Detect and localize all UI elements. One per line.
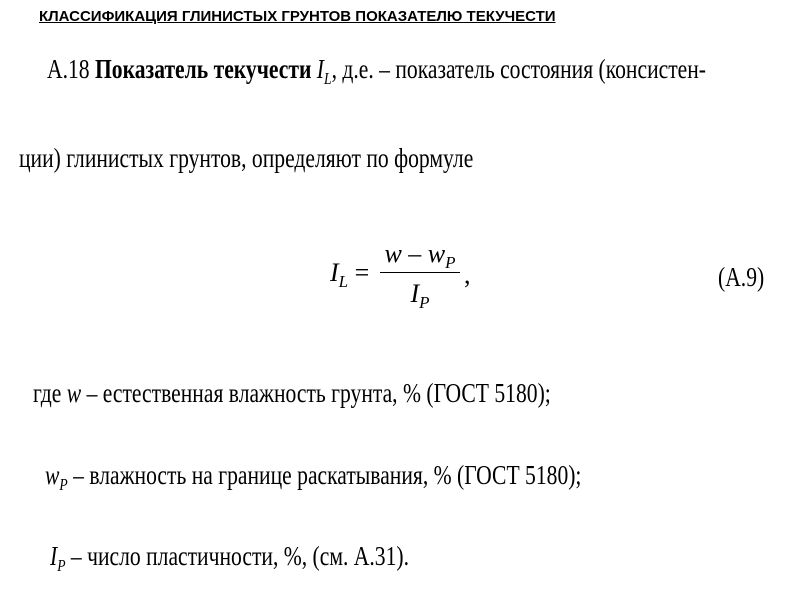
- clause-line-1-text: , д.е. – показатель состояния (консистен-: [331, 54, 706, 84]
- definition-text: – число пластичности, %, (см. А.31).: [65, 541, 409, 571]
- formula-lhs-symbol: I: [330, 258, 339, 287]
- denominator-symbol: I: [410, 279, 420, 308]
- numerator-wp: w: [427, 239, 446, 268]
- formula-denominator: [380, 277, 460, 311]
- numerator-wp-subscript: P: [445, 253, 456, 272]
- definition-ip: [50, 541, 409, 576]
- formula: [320, 238, 480, 318]
- term-symbol: I: [316, 54, 324, 84]
- formula-fraction: [380, 238, 460, 311]
- numerator-minus: –: [401, 239, 428, 268]
- clause-term: Показатель текучести: [95, 54, 312, 84]
- formula-lhs: [330, 258, 369, 292]
- denominator-subscript: P: [419, 293, 430, 312]
- formula-comma: ,: [464, 260, 471, 289]
- definition-wp: [45, 460, 581, 495]
- definition-text: – влажность на границе раскатывания, % (ГОСТ 5180);: [67, 460, 582, 490]
- formula-lhs-subscript: L: [338, 272, 349, 291]
- numerator-w: w: [384, 239, 402, 268]
- term-symbol-subscript: L: [324, 69, 332, 88]
- definition-symbol: w: [66, 378, 82, 408]
- clause-number: А.18: [47, 54, 90, 84]
- definition-symbol: I: [50, 541, 58, 571]
- equation-number: (А.9): [718, 262, 765, 292]
- definition-symbol: w: [45, 460, 60, 490]
- formula-numerator: [380, 238, 460, 270]
- definition-subscript: P: [57, 556, 66, 575]
- formula-equals: =: [348, 258, 370, 287]
- clause-line-2: ции) глинистых грунтов, определяют по формуле: [19, 143, 474, 173]
- fraction-bar: [380, 272, 460, 273]
- definition-lead: где: [33, 378, 67, 408]
- slide-heading: КЛАССИФИКАЦИЯ ГЛИНИСТЫХ ГРУНТОВ ПОКАЗАТЕЛЮ ТЕКУЧЕСТИ: [39, 8, 556, 25]
- clause-line-1: [47, 54, 706, 89]
- definition-w: [33, 378, 551, 409]
- definition-text: – естественная влажность грунта, % (ГОСТ 5180);: [81, 378, 551, 408]
- definition-subscript: P: [59, 475, 68, 494]
